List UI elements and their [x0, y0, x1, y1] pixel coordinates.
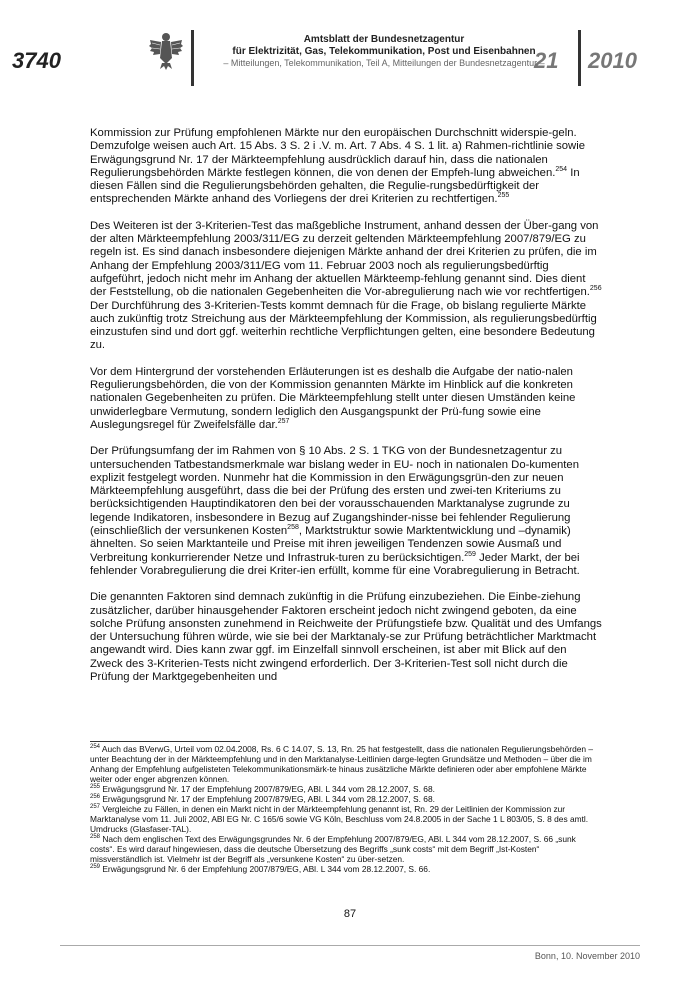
footer-divider	[60, 945, 640, 946]
footnote-256: $^{256}$ Erwägungsgrund Nr. 17 der Empfehlung 2007/879/EG, ABl. L 344 vom 28.12.2007, S. 68.	[90, 794, 435, 804]
journal-subtitle: für Elektrizität, Gas, Telekommunikation, Post und Eisenbahnen	[232, 46, 536, 57]
footnote-ref-259[interactable]: 259	[464, 550, 476, 558]
footnote-ref-255[interactable]: 255	[497, 192, 510, 200]
footnote-258: $^{258}$ Nach dem englischen Text des Erwägungsgrundes Nr. 6 der Empfehlung 2007/879/EG, ABl. L 344 vom 28.12.2007, S. 66 „sunk costs“. Es wird darauf hingewiesen, dass die deutsche Übersetzung des Begriffs „sunk costs“ mit dem Begriff „Ist-Kosten“ missverständlich ist. Vielmehr ist der Begriff als „versunkene Kosten“ zu über-setzen.	[90, 834, 576, 864]
issue-number: 21	[534, 48, 559, 73]
footnotes	[90, 744, 602, 874]
footnote-254: $^{254}$ Auch das BVerwG, Urteil vom 02.04.2008, Rs. 6 C 14.07, S. 13, Rn. 25 hat festgestellt, dass die nationalen Regulierungsbehörden – unter Beachtung der in der Märkteempfehlung und in den Marktanalyse-Leitlinien darge-legten Grundsätze und Methoden – über die im Anhang der Empfehlung aufgelisteten Telekommunikationsmärk-te hinaus zusätzliche Märkte definieren oder aber empfohlene Märkte weiter oder enger abgrenzen können.	[90, 744, 594, 784]
footnote-ref-257[interactable]: 257	[277, 418, 290, 426]
footnote-257: $^{257}$ Vergleiche zu Fällen, in denen ein Markt nicht in der Märkteempfehlung genannt ist, Rn. 29 der Leitlinien der Kommission zur Marktanalyse vom 11. Juli 2002, ABl EG Nr. C 165/6 sowie VG Köln, Beschluss vom 24.8.2005 in der Sache 1 L 803/05, S. 8 des amtl. Umdrucks (Glasfaser-TAL).	[90, 804, 589, 834]
issue-year: 2010	[588, 48, 637, 73]
paragraph-2: Des Weiteren ist der 3-Kriterien-Test das maßgebliche Instrument, anhand dessen der Über-gang von der alten Märkteempfehlung 2003/311/EG zu derzeit geltenden Märkteempfehlung 2007/879/EG zu regeln ist. Es sind danach insbesondere diejenigen Märkte anhand der drei Kriterien zu prüfen, die im Anhang der Empfehlung 2003/311/EG vom 11. Februar 2003 noch als regulierungsbedürftig aufgeführt, jedoch nicht mehr im Anhang der aktuellen Märkteemp-fehlung genannt sind. Dies dient der Feststellung, ob die nationalen Gegebenheiten die Vor-abregulierung nach wie vor rechtfertigen.$^{256}$ Der Durchführung des 3-Kriterien-Tests kommt demnach für die Frage, ob bislang regulierte Märkte auch zukünftig trotz Streichung aus der Märkteempfehlung der Kommission, als regulierungsbedürftig einzustufen sind und dort ggf. weiterhin rechtliche Verpflichtungen gelten, eine besondere Bedeutung zu.	[90, 219, 602, 352]
paragraph-5: Die genannten Faktoren sind demnach zukünftig in die Prüfung einzubeziehen. Die Einbe-ziehung zusätzlicher, darüber hinausgehender Faktoren erscheint jedoch nicht zwingend geboten, da eine solche Prüfung ansonsten zunehmend in Reichweite der Prüfungstiefe bzw. Qualität und des Umfangs der Untersuchung führen würde, wie sie bei der Marktanaly-se zur Prüfung beträchtlicher Marktmacht angewandt wird. Dies kann zwar ggf. im Einzelfall sinnvoll erscheinen, ist aber mit Blick auf den Zweck des 3-Kriterien-Tests nicht zwingend erforderlich. Der 3-Kriterien-Test soll nicht durch die Prüfung der Marktgegebenheiten und	[90, 591, 602, 683]
paragraph-4: Der Prüfungsumfang der im Rahmen von § 10 Abs. 2 S. 1 TKG von der Bundesnetzagentur zu untersuchenden Tatbestandsmerkmale war bislang weder in EU- noch in nationalen Do-kumenten explizit festgelegt worden. Nunmehr hat die Kommission in den Erwägungsgrün-den zur neuen Märkteempfehlung ausgeführt, dass die bei der Prüfung des ersten und zwei-ten Kriteriums zu berücksichtigenden Hauptindikatoren den bei der vorausschauenden Marktanalyse zugrunde zu legende Indikatoren, insbesondere in Bezug auf Zugangshinder-nisse bei fehlender Regulierung (einschließlich der versunkenen Kosten$^{258}$, Marktstruktur sowie Marktentwicklung und –dynamik) ähnelten. So seien Marktanteile und Preise mit ihren jeweiligen Tendenzen sowie Ausmaß und Verbreitung konkurrierender Netze und Infrastruk-turen zu berücksichtigen.$^{259}$ Jeder Markt, der bei fehlender Vorabregulierung die drei Kriter-ien erfüllt, komme für eine Vorabregulierung in Betracht.	[90, 445, 580, 577]
paragraph-1: Kommission zur Prüfung empfohlenen Märkte nur den europäischen Durchschnitt widerspie-geln. Demzufolge weisen auch Art. 15 Abs. 3 S. 2 i .V. m. Art. 7 Abs. 4 S. 1 lit. a) Rahmen-richtlinie sowie Erwägungsgrund Nr. 17 der Märkteempfehlung ausdrücklich darauf hin, dass die nationalen Regulierungsbehörden Märkte festlegen können, die von denen der Empfeh-lung abweichen.$^{254}$ In diesen Fällen sind die Regulierungsbehörden gehalten, die Regulie-rungsbedürftigkeit der entsprechenden Märkte anhand des Vorliegens der drei Kriterien zu rechtfertigen.$^{255}$	[90, 127, 585, 206]
header-divider	[191, 30, 194, 86]
footnote-259: $^{259}$ Erwägungsgrund Nr. 6 der Empfehlung 2007/879/EG, ABl. L 344 vom 28.12.2007, S. 66.	[90, 864, 431, 874]
page-number: 87	[343, 908, 357, 920]
footnote-ref-256[interactable]: 256	[589, 285, 602, 293]
paragraph-3: Vor dem Hintergrund der vorstehenden Erläuterungen ist es deshalb die Aufgabe der natio-nalen Regulierungsbehörden, die von der Kommission genannten Märkte im Hinblick auf die konkreten nationalen Gegebenheiten zu prüfen. Die Märkteempfehlung stellt unter diesen Umständen keine unwiderlegbare Vermutung, sondern lediglich den Ausgangspunkt der Prü-fung sowie eine Auslegungsregel für Zweifelsfälle dar.$^{257}$	[90, 365, 576, 431]
footnote-ref-258[interactable]: 258	[287, 524, 299, 532]
issue-divider	[578, 30, 581, 86]
journal-section: – Mitteilungen, Telekommunikation, Teil A, Mitteilungen der Bundesnetzagentur –	[223, 58, 545, 68]
federal-eagle-icon	[148, 30, 184, 70]
article-body	[90, 127, 602, 697]
footnote-divider	[90, 741, 240, 742]
header-page-number: 3740	[12, 48, 61, 73]
footer-date: Bonn, 10. November 2010	[534, 951, 640, 961]
journal-title: Amtsblatt der Bundesnetzagentur	[303, 34, 465, 45]
footnote-ref-254[interactable]: 254	[555, 166, 568, 174]
footnote-255: $^{255}$ Erwägungsgrund Nr. 17 der Empfehlung 2007/879/EG, ABl. L 344 vom 28.12.2007, S. 68.	[90, 784, 435, 794]
